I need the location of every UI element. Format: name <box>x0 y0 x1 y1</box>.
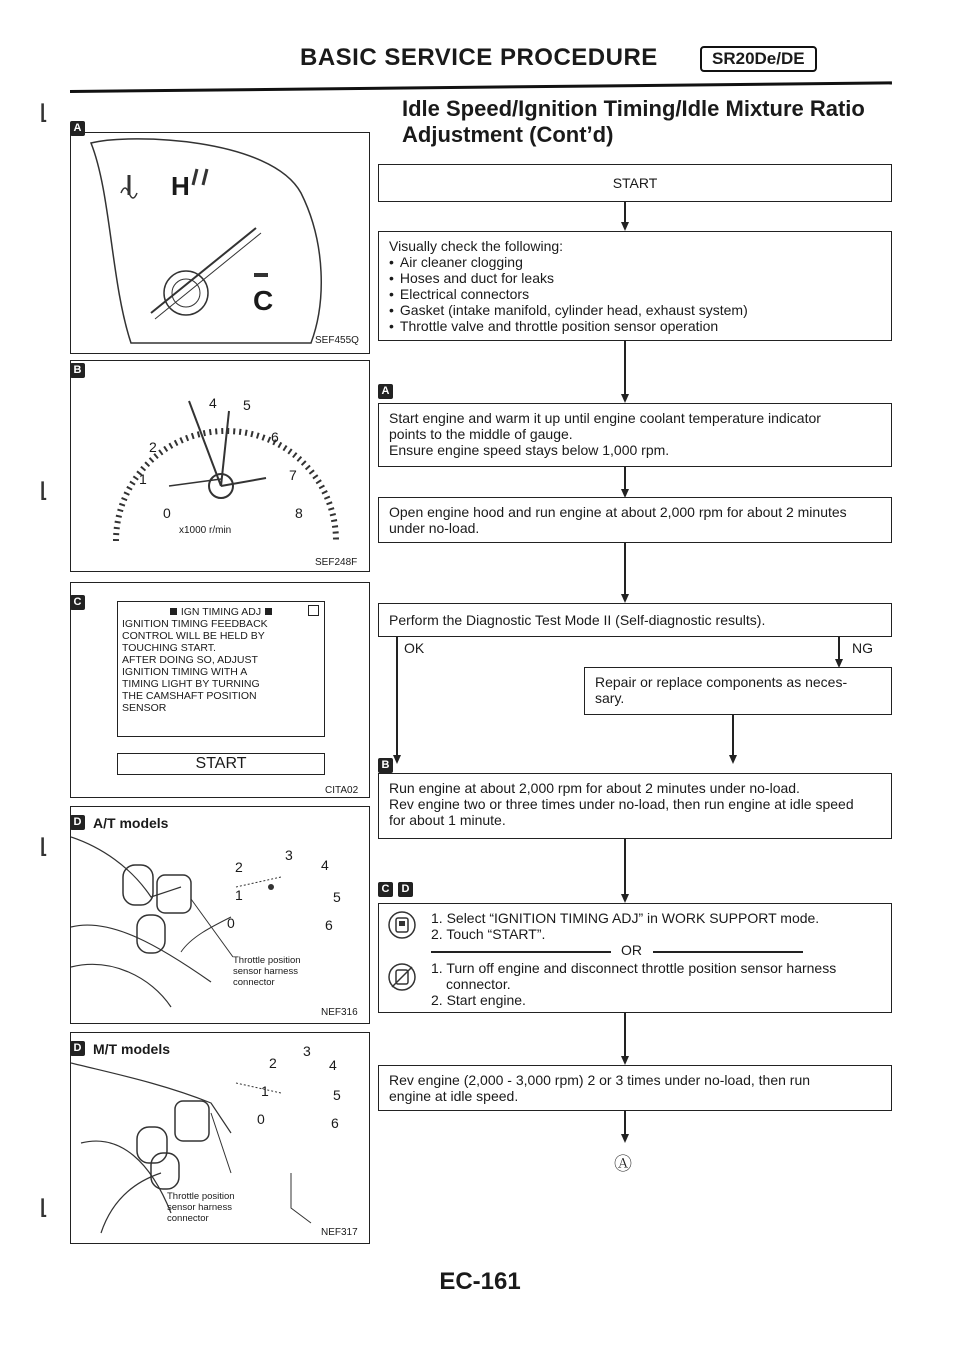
screen-line: SENSOR <box>122 702 167 714</box>
header-rule <box>70 81 892 93</box>
text-line: Open engine hood and run engine at about 2,000 rpm for about 2 minutes <box>389 504 847 520</box>
callout-label <box>233 955 301 988</box>
connector <box>624 1013 626 1059</box>
connector <box>732 715 734 755</box>
figure-b <box>70 360 370 572</box>
callout-line: Throttle position <box>233 955 301 966</box>
text-line: Run engine at about 2,000 rpm for about 2 minutes under no-load. <box>389 780 800 796</box>
tach-tick-8: 8 <box>295 505 303 521</box>
voltmeter-tick-0: 0 <box>227 915 235 931</box>
page-number: EC-161 <box>439 1268 521 1295</box>
margin-mark: ⌊ <box>40 480 48 502</box>
connector <box>624 202 626 224</box>
step-letter: C <box>378 882 393 897</box>
arrow-down-icon <box>729 755 737 764</box>
flow-select-ign-timing <box>378 903 892 1013</box>
no-tool-icon <box>387 962 417 992</box>
screen-line: THE CAMSHAFT POSITION <box>122 690 257 702</box>
text-line: points to the middle of gauge. <box>389 426 573 442</box>
screen-line: AFTER DOING SO, ADJUST <box>122 654 258 666</box>
figure-d-at <box>70 806 370 1024</box>
figure-code: SEF248F <box>315 557 358 568</box>
screen-line: TOUCHING START. <box>122 642 216 654</box>
text-line: engine at idle speed. <box>389 1088 519 1104</box>
margin-mark: ⌊ <box>40 836 48 858</box>
consult-screen <box>117 601 325 737</box>
connector <box>624 543 626 597</box>
voltmeter-tick-4: 4 <box>321 857 329 873</box>
arrow-down-icon <box>393 755 401 764</box>
figure-letter: B <box>70 363 85 378</box>
flow-run-engine <box>378 773 892 839</box>
figure-code: CITA02 <box>325 785 359 796</box>
text-line: under no-load. <box>389 520 480 536</box>
check-item: • Electrical connectors <box>389 286 881 302</box>
screen-line: TIMING LIGHT BY TURNING <box>122 678 260 690</box>
divider-line <box>653 951 803 953</box>
figure-title: M/T models <box>93 1041 171 1057</box>
connector <box>838 637 840 661</box>
ok-branch-label: OK <box>404 640 425 656</box>
flow-warm-up <box>378 403 892 467</box>
callout-line: sensor harness <box>233 966 298 977</box>
voltmeter-tick-4: 4 <box>329 1057 337 1073</box>
voltmeter-tick-3: 3 <box>285 847 293 863</box>
screen-checkbox[interactable] <box>308 605 319 616</box>
voltmeter-tick-2: 2 <box>235 859 243 875</box>
tach-unit-label: x1000 r/min <box>179 525 232 536</box>
figure-code: NEF317 <box>321 1227 358 1238</box>
step-letter: B <box>378 758 393 773</box>
screen-line: IGNITION TIMING FEEDBACK <box>122 618 268 630</box>
figure-letter: A <box>70 121 85 136</box>
section-subtitle <box>402 96 865 148</box>
throttle-sensor-at-illustration <box>71 807 369 1023</box>
voltmeter-tick-2: 2 <box>269 1055 277 1071</box>
gauge-cold-label: C <box>253 285 274 316</box>
text-line: Start engine and warm it up until engine coolant temperature indicator <box>389 410 821 426</box>
text-line: 2. Touch “START”. <box>431 926 546 942</box>
flow-rev-engine <box>378 1065 892 1111</box>
arrow-down-icon <box>621 222 629 231</box>
text-line: for about 1 minute. <box>389 812 506 828</box>
text-line: Repair or replace components as neces- <box>595 674 848 690</box>
voltmeter-tick-3: 3 <box>303 1043 311 1059</box>
callout-label <box>167 1191 235 1224</box>
step-letter: A <box>378 384 393 399</box>
screen-line: IGNITION TIMING WITH A <box>122 666 248 678</box>
figure-c <box>70 582 370 798</box>
screen-title-text: IGN TIMING ADJ <box>180 606 262 618</box>
screen-line: CONTROL WILL BE HELD BY <box>122 630 265 642</box>
text-line: sary. <box>595 690 625 706</box>
temperature-gauge-illustration <box>71 133 369 353</box>
tach-tick-0: 0 <box>163 505 171 521</box>
tach-tick-7: 7 <box>289 467 297 483</box>
connector <box>624 839 626 897</box>
figure-d-mt <box>70 1032 370 1244</box>
flow-open-hood <box>378 497 892 543</box>
page-header-title: BASIC SERVICE PROCEDURE <box>300 44 658 71</box>
figure-letter: D <box>70 815 85 830</box>
subtitle-line-2: Adjustment (Cont’d) <box>402 122 614 147</box>
connector <box>624 341 626 397</box>
voltmeter-tick-1: 1 <box>235 887 243 903</box>
arrow-down-icon <box>621 594 629 603</box>
consult-tool-icon <box>387 910 417 940</box>
figure-title: A/T models <box>93 815 169 831</box>
ng-branch-label: NG <box>852 640 873 656</box>
check-title: Visually check the following: <box>389 238 564 254</box>
text-line: Ensure engine speed stays below 1,000 rpm. <box>389 442 670 458</box>
voltmeter-tick-5: 5 <box>333 1087 341 1103</box>
connector <box>624 467 626 491</box>
margin-mark: ⌊ <box>40 102 48 124</box>
tach-tick-2: 2 <box>149 439 157 455</box>
voltmeter-tick-6: 6 <box>325 917 333 933</box>
callout-line: connector <box>233 977 275 988</box>
tachometer-illustration <box>71 361 369 571</box>
figure-code: NEF316 <box>321 1007 358 1018</box>
check-list <box>389 254 881 334</box>
gauge-hot-label: H <box>171 171 190 201</box>
step-letter: D <box>398 882 413 897</box>
text-line: Rev engine two or three times under no-load, then run engine at idle speed <box>389 796 854 812</box>
text-line: connector. <box>446 976 511 992</box>
callout-line: sensor harness <box>167 1202 232 1213</box>
figure-code: SEF455Q <box>315 335 359 346</box>
screen-title <box>122 606 320 618</box>
flow-start: START <box>378 164 892 202</box>
text-line: 1. Turn off engine and disconnect throttle position sensor harness <box>431 960 837 976</box>
tach-tick-6: 6 <box>271 429 279 445</box>
figure-letter: D <box>70 1041 85 1056</box>
tach-tick-1: 1 <box>139 471 147 487</box>
voltmeter-tick-5: 5 <box>333 889 341 905</box>
text-line: 1. Select “IGNITION TIMING ADJ” in WORK SUPPORT mode. <box>431 910 820 926</box>
or-label: OR <box>621 942 642 958</box>
engine-badge: SR20De/DE <box>700 46 817 72</box>
voltmeter-tick-0: 0 <box>257 1111 265 1127</box>
flow-visual-check <box>378 231 892 341</box>
text-line: Rev engine (2,000 - 3,000 rpm) 2 or 3 times under no-load, then run <box>389 1072 811 1088</box>
connector <box>396 637 398 755</box>
arrow-down-icon <box>621 894 629 903</box>
arrow-down-icon <box>621 1056 629 1065</box>
flow-diagnostic: Perform the Diagnostic Test Mode II (Self-diagnostic results). <box>378 603 892 637</box>
voltmeter-tick-6: 6 <box>331 1115 339 1131</box>
start-button[interactable]: START <box>117 753 325 775</box>
check-item: • Air cleaner clogging <box>389 254 881 270</box>
tach-tick-5: 5 <box>243 397 251 413</box>
arrow-down-icon <box>621 394 629 403</box>
figure-a <box>70 122 370 354</box>
text-line: 2. Start engine. <box>431 992 526 1008</box>
check-item: • Hoses and duct for leaks <box>389 270 881 286</box>
callout-line: connector <box>167 1213 209 1224</box>
check-item: • Gasket (intake manifold, cylinder head, exhaust system) <box>389 302 881 318</box>
continue-marker: Ⓐ <box>614 1154 632 1174</box>
margin-mark: ⌊ <box>40 1197 48 1219</box>
tach-tick-4: 4 <box>209 395 217 411</box>
check-item: • Throttle valve and throttle position sensor operation <box>389 318 881 334</box>
arrow-down-icon <box>621 1134 629 1143</box>
subtitle-line-1: Idle Speed/Ignition Timing/Idle Mixture Ratio <box>402 96 865 121</box>
figure-letter: C <box>70 595 85 610</box>
or-divider <box>431 942 881 960</box>
callout-line: Throttle position <box>167 1191 235 1202</box>
divider-line <box>431 951 611 953</box>
flow-repair <box>584 667 892 715</box>
voltmeter-tick-1: 1 <box>261 1083 269 1099</box>
